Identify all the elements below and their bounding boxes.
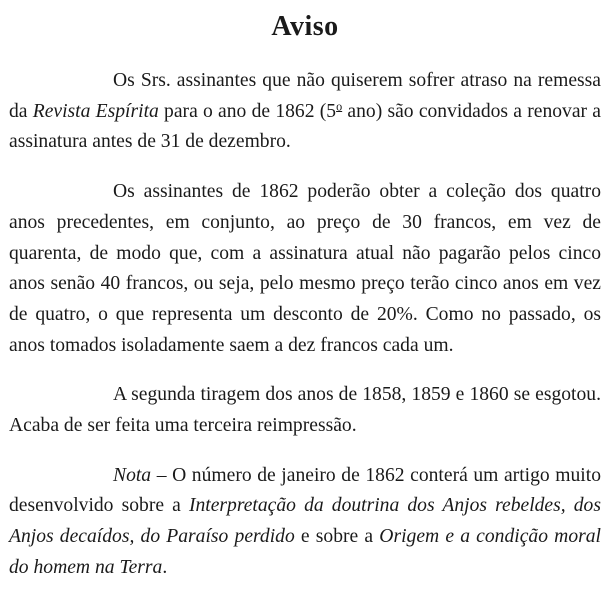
paragraph-text: . [162,556,168,578]
article-subject-1: Interpretação da doutrina dos Anjos rebeldes, dos Anjos decaídos, do Paraíso perdido [9,495,601,548]
paragraph-text: – O número de janeiro de 1862 conterá um artigo muito desenvolvido sobre a [9,464,601,517]
paragraph-note [9,461,601,584]
note-label: Nota [113,464,152,486]
ordinal-indicator: o [336,99,343,114]
paragraph-text: ano) são convidados a renovar a assinatura antes de 31 de dezembro. [9,100,602,153]
paragraph-text: para o ano de 1862 (5 [158,100,337,122]
document-page [9,0,601,584]
page-title: Aviso [271,11,339,42]
paragraph-collection-offer: Os assinantes de 1862 poderão obter a coleção dos quatro anos precedentes, em conjunto, ao preço de 30 francos, em vez de quarenta, de modo que, com a assinatura atual não pagarão pelos cinco anos senão 40 francos, ou seja, pelo mesmo preço terão cinco anos em vez de quatro, o que representa um desconto de 20%. Como no passado, os anos tomados isoladamente saem a dez francos cada um. [9,181,601,356]
paragraph-text: Os Srs. assinantes que não quiserem sofrer atraso na remessa da [9,70,601,122]
paragraph-reprint-notice: A segunda tiragem dos anos de 1858, 1859 e 1860 se esgotou. Acaba de ser feita uma terceira reimpressão. [9,384,601,437]
paragraph-text: e sobre a [294,526,380,548]
journal-title: Revista Espírita [32,100,159,122]
paragraph-renewal-notice [9,66,601,158]
article-subject-2: Origem e a condição moral do homem na Terra [9,526,601,578]
